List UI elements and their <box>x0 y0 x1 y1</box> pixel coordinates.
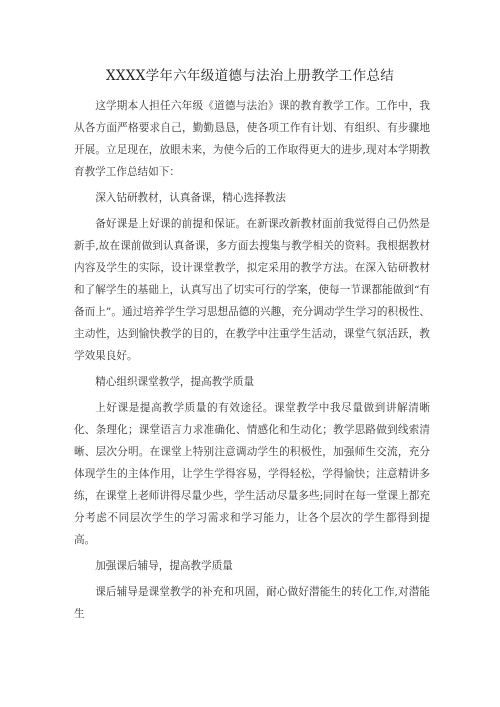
section-body-2: 上好课是提高教学质量的有效途径。课堂教学中我尽量做到讲解清晰化、条理化；课堂语言力求准确化、情感化和生动化；教学思路做到线索清晰、层次分明。在课堂上特别注意调动学生的积极性，加强师生交流，充分体现学生的主体作用，让学生学得容易，学得轻松，学得愉快；注意精讲多练，在课堂上老师讲得尽量少些，学生活动尽量多些;同时在每一堂课上都充分考虑不同层次学生的学习需求和学习能力，让各个层次的学生都得到提高。 <box>74 402 430 546</box>
intro-paragraph: 这学期本人担任六年级《道德与法治》课的教育教学工作。工作中，我从各方面严格要求自己，勤勤恳恳，使各项工作有计划、有组织、有步骤地开展。立足现在，放眼未来，为使今后的工作取得更大的进步,现对本学期教育教学工作总结如下： <box>74 100 430 178</box>
section-body-3: 课后辅导是课堂教学的补充和巩固，耐心做好潜能生的转化工作,对潜能生 <box>74 586 430 620</box>
document-title: XXXX学年六年级道德与法治上册教学工作总结 <box>105 68 395 84</box>
section-heading-2: 精心组织课堂教学，提高教学质量 <box>95 376 255 388</box>
document-body <box>74 95 430 625</box>
section-body-1: 备好课是上好课的前提和保证。在新课改新教材面前我觉得自己仍然是新手,故在课前做到认真备课，多方面去搜集与教学相关的资料。我根据教材内容及学生的实际，设计课堂教学，拟定采用的教学方法。在深入钻研教材和了解学生的基础上，认真写出了切实可行的学案，使每一节课都能做到“有备而上”。通过培养学生学习思想品德的兴趣，充分调动学生学习的积极性、主动性，达到愉快教学的目的，在教学中注重学生活动，课堂气氛活跃，教学效果良好。 <box>74 218 430 362</box>
section-heading-1: 深入钻研教材，认真备课，精心选择教法 <box>95 192 286 204</box>
section-heading-3: 加强课后辅导，提高教学质量 <box>95 560 233 572</box>
